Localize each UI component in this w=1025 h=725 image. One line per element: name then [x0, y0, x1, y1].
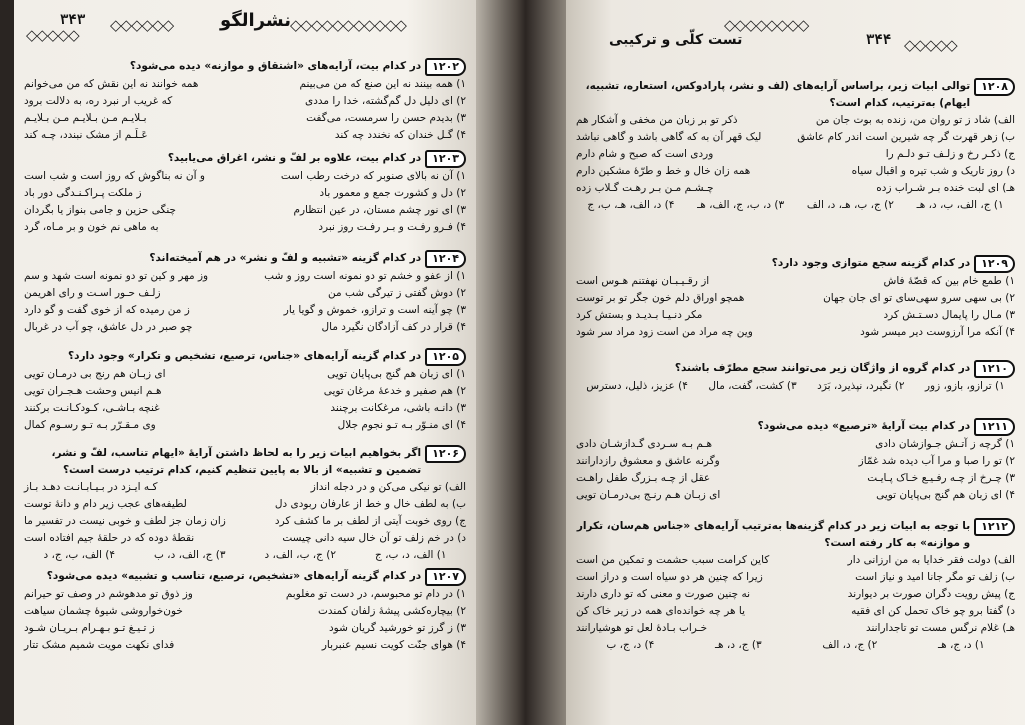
answer-options — [576, 637, 1015, 654]
answer-option[interactable]: ۲) نگیرد، نپذیرد، بَرَد — [817, 380, 905, 392]
verse-first-hemistich: ۴) ای زبان هم گنج بی‌پایان تویی — [876, 489, 1015, 501]
verse-row — [576, 569, 1015, 586]
page-title: تست کلّی و ترکیبی — [609, 32, 743, 48]
answer-option[interactable]: ۳) ج، د، هـ — [714, 639, 762, 651]
verse-row — [576, 129, 1015, 146]
question-text: در کدام گزینه «تشبیه و لفّ و نشر» در هم آمیخته‌اند؟ — [149, 252, 422, 264]
question-text: توالی ابیات زیر، براساس آرایه‌های (لف و نشر، پارادوکس، استعاره، تشبیه، ایهام) به‌ترتیب، کدام است؟ — [585, 80, 971, 109]
answer-option[interactable]: ۱) د، ج، هـ — [938, 639, 985, 651]
answer-option[interactable]: ۴) د، ج، ب — [606, 639, 655, 651]
verse-first-hemistich: ۳) ای نور چشم مستان، در عین انتظارم — [293, 204, 466, 216]
verse-row — [24, 76, 466, 93]
verse-row — [576, 290, 1015, 307]
verse-row — [24, 620, 466, 637]
question-block — [24, 250, 466, 336]
verse-row — [24, 168, 466, 185]
question-number: ۱۲۰۷ — [425, 568, 466, 586]
page-header — [574, 6, 1017, 54]
verse-row — [576, 180, 1015, 197]
verse-first-hemistich: ج) روی خوبت آیتی از لطف بر ما کشف کرد — [274, 515, 466, 527]
verse-row — [24, 219, 466, 236]
question-text: در کدام گروه از واژگان زیر می‌توانند سجع مطرّف باشند؟ — [674, 362, 971, 374]
answer-option[interactable]: ۴) عزیز، ذلیل، دسترس — [586, 380, 688, 392]
question-block — [24, 150, 466, 236]
verse-first-hemistich: الف) دولت فقر خدایا به من ارزانی دار — [847, 554, 1015, 566]
verse-second-hemistich: ز تـیـغ تـو بـهـرام بـریـان شـود — [24, 622, 155, 634]
verse-row — [24, 383, 466, 400]
question-header — [24, 445, 466, 479]
verse-row — [576, 112, 1015, 129]
verse-first-hemistich: ۲) بی سهی سرو سهی‌سای تو ای جان جهان — [823, 292, 1015, 304]
verse-second-hemistich: همه زان خال و خط و طرّهٔ مشکین دارم — [576, 165, 751, 177]
header-ornament: ◇◇◇◇◇◇ — [110, 16, 174, 34]
verse-row — [24, 268, 466, 285]
verse-row — [576, 603, 1015, 620]
verse-second-hemistich: وز ذوق تو مدهوشم در وصف تو حیرانم — [24, 588, 193, 600]
verse-row — [24, 586, 466, 603]
verse-first-hemistich: ۴) ای منـوّر بـه تـو نجوم جلال — [337, 419, 466, 431]
verse-row — [576, 146, 1015, 163]
verse-second-hemistich: خـراب بـادهٔ لعل تو هوشیارانند — [576, 622, 708, 634]
verse-row — [576, 307, 1015, 324]
verse-second-hemistich: چـشـم مـن بـر رهـت گـلاب زده — [576, 182, 714, 194]
header-ornament: ◇◇◇◇◇◇◇◇◇◇◇ — [290, 16, 406, 34]
verse-second-hemistich: وی مـقـرّر بـه تـو رسـوم کمال — [24, 419, 156, 431]
verse-first-hemistich: ۳) بدیدم حسن را سرمست، می‌گفت — [306, 112, 466, 124]
question-block — [24, 568, 466, 654]
question-text: اگر بخواهیم ابیات زیر را به لحاظ داشتن آرایهٔ «ایهام تناسب، لفّ و نشر، تضمین و تشبیه» از بالا به پایین تنظیم کنیم، کدام ترتیب درست است؟ — [51, 447, 422, 476]
answer-option[interactable]: ۳) کشت، گفت، مال — [708, 380, 797, 392]
verse-second-hemistich: که غریب ار نبرد ره، به دلالت برود — [24, 95, 173, 107]
verse-row — [576, 273, 1015, 290]
verse-second-hemistich: چنگی حزین و جامی بنواز یا بگردان — [24, 204, 177, 216]
verse-second-hemistich: کـه ایـزد در بـیـابـانـت دهـد بـاز — [24, 481, 158, 493]
answer-options — [24, 547, 466, 564]
verse-first-hemistich: هـ) ای لبت خنده بـر شـراب زده — [876, 182, 1015, 194]
verse-second-hemistich: وردی است که صبح و شام دارم — [576, 148, 714, 160]
verse-row — [24, 302, 466, 319]
question-text: در کدام گزینه آرایه‌های «جناس، ترصیع، تشخیص و تکرار» وجود دارد؟ — [68, 350, 422, 362]
answer-option[interactable]: ۲) ج، د، الف — [822, 639, 878, 651]
verse-second-hemistich: نقطهٔ دوده که در حلقهٔ جیم افتاده است — [24, 532, 195, 544]
verse-second-hemistich: عقل از چـه بـزرگ طفل راهـت — [576, 472, 711, 484]
question-number: ۱۲۰۴ — [425, 250, 466, 268]
answer-options — [576, 197, 1015, 214]
verse-row — [576, 552, 1015, 569]
page-header — [22, 6, 468, 42]
verse-row — [24, 127, 466, 144]
verse-second-hemistich: همه خوانند نه این نقش که من می‌خوانم — [24, 78, 199, 90]
verse-row — [576, 487, 1015, 504]
verse-first-hemistich: ب) زهر قهرت گر چه شیرین است اندر کام عاشق — [797, 131, 1015, 143]
verse-first-hemistich: هـ) غلام نرگس مست تو تاجدارانند — [865, 622, 1015, 634]
answer-option[interactable]: ۳) ج، الف، د، ب — [153, 549, 226, 561]
verse-row — [24, 366, 466, 383]
answer-option[interactable]: ۱) ترازو، بازو، زور — [924, 380, 1005, 392]
verse-row — [24, 202, 466, 219]
verse-row — [24, 603, 466, 620]
question-number: ۱۲۱۱ — [974, 418, 1015, 436]
verse-first-hemistich: ۳) مـال را پایمال دسـتـش کرد — [883, 309, 1015, 321]
verse-first-hemistich: ۱) آن نه بالای صنوبر که درخت رطب است — [280, 170, 466, 182]
verse-second-hemistich: هـم بـه سـردی گـدازشـان دادی — [576, 438, 712, 450]
verse-first-hemistich: د) گفتا برو چو خاک تحمل کن ای فقیه — [851, 605, 1015, 617]
question-number: ۱۲۰۳ — [425, 150, 466, 168]
question-block — [576, 518, 1015, 654]
question-text: در کدام بیت، آرایه‌های «اشتقاق و موازنه» دیده می‌شود؟ — [129, 60, 422, 72]
verse-second-hemistich: ز من رمیده که از خوی گفت و گو دارد — [24, 304, 190, 316]
verse-second-hemistich: لطیفه‌های عجب زیر دام و دانهٔ توست — [24, 498, 187, 510]
verse-first-hemistich: ۴) فـرو رفـت و بـر رفـت روز نبرد — [318, 221, 466, 233]
verse-second-hemistich: ذکر تو بر زبان من مخفی و آشکار هم — [576, 114, 738, 126]
verse-first-hemistich: ۱) در دام تو محبوسم، در دست تو مغلوبم — [285, 588, 466, 600]
question-number: ۱۲۰۹ — [974, 255, 1015, 273]
question-header — [24, 250, 466, 268]
verse-first-hemistich: ۲) ای دلیل دل گم‌گشته، خدا را مددی — [304, 95, 466, 107]
verse-first-hemistich: ب) زلف تو مگر جانا امید و نیاز است — [855, 571, 1015, 583]
question-header — [576, 360, 1015, 378]
verse-row — [576, 620, 1015, 637]
verse-first-hemistich: ج) پیش رویت دگران صورت بر دیوارند — [847, 588, 1015, 600]
answer-option[interactable]: ۳) د، ب، ج، الف، هـ — [697, 199, 785, 211]
left-page — [14, 0, 476, 725]
question-block — [24, 58, 466, 144]
verse-row — [24, 185, 466, 202]
question-number: ۱۲۰۸ — [974, 78, 1015, 96]
page-number: ۳۴۳ — [60, 12, 86, 28]
verse-first-hemistich: ۳) دانـه باشی، مرغکانت برچنند — [330, 402, 466, 414]
verse-second-hemistich: عَـلَـم از مشک نبندد، چـه کند — [24, 129, 148, 141]
verse-row — [24, 319, 466, 336]
header-ornament: ◇◇◇◇◇◇◇◇ — [724, 16, 809, 34]
verse-first-hemistich: ۴) آنکه مرا آرزوست دیر میسر شود — [860, 326, 1015, 338]
verse-second-hemistich: چو صبر در دل عاشق، چو آب در غربال — [24, 321, 193, 333]
verse-second-hemistich: غنچه بـاشـی، کـودکـانـت برکنند — [24, 402, 160, 414]
verse-second-hemistich: کاین کرامت سبب حشمت و تمکین من است — [576, 554, 770, 566]
verse-first-hemistich: ۲) هم صفیر و خدعهٔ مرغان تویی — [323, 385, 466, 397]
header-ornament: ◇◇◇◇◇ — [26, 26, 79, 44]
verse-second-hemistich: فدای نکهت مویت شمیم مشک تتار — [24, 639, 175, 651]
verse-first-hemistich: ۱) همه بینند نه این صنع که من می‌بینم — [299, 78, 466, 90]
verse-second-hemistich: نه چنین صورت و معنی که تو داری دارند — [576, 588, 751, 600]
verse-first-hemistich: ۲) دوش گفتی ز تیرگی شب من — [328, 287, 466, 299]
question-block — [24, 348, 466, 434]
verse-second-hemistich: یا هر چه خوانده‌ای همه در زیر خاک کن — [576, 605, 746, 617]
verse-row — [24, 513, 466, 530]
verse-second-hemistich: زیرا که چنین هر دو سیاه است و دراز است — [576, 571, 763, 583]
question-header — [24, 58, 466, 76]
verse-second-hemistich: لیک قهر آن به که گاهی باشد و گاهی نباشد — [576, 131, 762, 143]
book-gutter — [476, 0, 566, 725]
verse-row — [24, 496, 466, 513]
right-page — [566, 0, 1025, 725]
question-number: ۱۲۰۵ — [425, 348, 466, 366]
question-header — [24, 348, 466, 366]
verse-first-hemistich: ۲) تو را صبا و مرا آب دیده شد غمّاز — [858, 455, 1015, 467]
verse-first-hemistich: ۱) طمع خام بین که قصّهٔ فاش — [883, 275, 1015, 287]
verse-row — [576, 453, 1015, 470]
verse-second-hemistich: و آن نه بناگوش که روز است و شب است — [24, 170, 205, 182]
question-block — [24, 445, 466, 564]
verse-row — [24, 400, 466, 417]
question-number: ۱۲۱۲ — [974, 518, 1015, 536]
page-number: ۳۴۴ — [866, 32, 892, 48]
verse-second-hemistich: همچو اوراق دلم خون جگر تو بر توست — [576, 292, 745, 304]
question-header — [24, 568, 466, 586]
verse-row — [576, 586, 1015, 603]
question-block — [576, 360, 1015, 395]
question-block — [576, 418, 1015, 504]
verse-first-hemistich: ۲) دل و کشورت جمع و معمور باد — [319, 187, 466, 199]
verse-first-hemistich: د) در خم زلف تو آن خال سیه دانی چیست — [282, 532, 466, 544]
verse-first-hemistich: ۳) چـرخ از چـه رفـیـع خـاک پـایـت — [867, 472, 1015, 484]
verse-first-hemistich: ۴) هوای جنّت کویت نسیم عنبربار — [321, 639, 466, 651]
verse-second-hemistich: زلـف حـور اسـت و رای اهریمن — [24, 287, 161, 299]
verse-first-hemistich: ۳) چو آینه است و ترازو، خموش و گویا یار — [283, 304, 466, 316]
question-number: ۱۲۰۲ — [425, 58, 466, 76]
answer-options — [576, 378, 1015, 395]
question-block — [576, 255, 1015, 341]
verse-second-hemistich: ای زبـان هـم رنـج بی‌درمـان تویی — [576, 489, 721, 501]
verse-first-hemistich: ج) ذکـر رخ و زلـف تـو دلـم را — [885, 148, 1015, 160]
question-text: در کدام گزینه سجع متوازی وجود دارد؟ — [771, 257, 971, 269]
question-header — [576, 518, 1015, 552]
answer-option[interactable]: ۲) ج، ب، هـ، د، الف — [806, 199, 894, 211]
answer-option[interactable]: ۴) د، الف، هـ، ب، ج — [587, 199, 675, 211]
verse-second-hemistich: خون‌خواروشی شیوهٔ چشمان سیاهت — [24, 605, 183, 617]
question-text: در کدام بیت، علاوه بر لفّ و نشر، اغراق می‌یابید؟ — [167, 152, 422, 164]
verse-row — [24, 637, 466, 654]
verse-second-hemistich: از رقـیـبـان نهفتنم هـوس است — [576, 275, 710, 287]
question-text: در کدام بیت آرایهٔ «ترصیع» دیده می‌شود؟ — [757, 420, 971, 432]
verse-row — [576, 470, 1015, 487]
verse-first-hemistich: ۲) بیچاره‌کشی پیشهٔ زلفان کمندت — [317, 605, 466, 617]
verse-row — [576, 163, 1015, 180]
verse-second-hemistich: وگرنه عاشق و معشوق رازدارانند — [576, 455, 720, 467]
verse-second-hemistich: هـم انیس وحشت هـجـران تویی — [24, 385, 162, 397]
verse-second-hemistich: به ماهی نم خون و بر مـاه، گرد — [24, 221, 159, 233]
question-header — [576, 78, 1015, 112]
verse-second-hemistich: زان زمان جز لطف و خوبی نیست در تفسیر ما — [24, 515, 226, 527]
header-ornament: ◇◇◇◇◇ — [904, 36, 957, 54]
verse-row — [576, 324, 1015, 341]
question-number: ۱۲۰۶ — [425, 445, 466, 463]
verse-second-hemistich: بـلایـم مـن بـلایـم مـن بـلایـم — [24, 112, 147, 124]
question-header — [576, 255, 1015, 273]
verse-first-hemistich: ب) به لطف خال و خط از عارفان ربودی دل — [274, 498, 466, 510]
answer-option[interactable]: ۱) ج، الف، ب، د، هـ — [916, 199, 1004, 211]
verse-row — [576, 436, 1015, 453]
verse-first-hemistich: الف) تو نیکی می‌کن و در دجله انداز — [310, 481, 466, 493]
verse-first-hemistich: ۱) ای زبان هم گنج بی‌پایان تویی — [327, 368, 466, 380]
verse-first-hemistich: د) روز تاریک و شب تیره و اقبال سیاه — [851, 165, 1015, 177]
question-header — [24, 150, 466, 168]
verse-second-hemistich: مکر دنـیـا بـدیـد و بستش کرد — [576, 309, 703, 321]
verse-second-hemistich: وز مهر و کین تو دو نمونه است شهد و سم — [24, 270, 209, 282]
verse-second-hemistich: وین چه مراد من است زود مراد سر شود — [576, 326, 753, 338]
verse-row — [24, 93, 466, 110]
verse-first-hemistich: ۱) گرچه ز آتـش جـوازشان دادی — [875, 438, 1015, 450]
verse-first-hemistich: ۴) قرار در کف آزادگان نگیرد مال — [321, 321, 466, 333]
answer-option[interactable]: ۲) ج، ب، الف، د — [264, 549, 337, 561]
page-title: نشرالگو — [220, 10, 291, 31]
verse-row — [24, 530, 466, 547]
verse-second-hemistich: ای زبـان هم رنج بی درمـان تویی — [24, 368, 166, 380]
verse-first-hemistich: الف) شاد ز تو روان من، زنده به بوت جان من — [815, 114, 1015, 126]
verse-first-hemistich: ۴) گـل خندان که نخندد چه کند — [334, 129, 466, 141]
verse-second-hemistich: ز ملکت پـراکـنـدگی دور باد — [24, 187, 142, 199]
verse-row — [24, 110, 466, 127]
verse-row — [24, 285, 466, 302]
question-text: در کدام گزینه آرایه‌های «تشخیص، ترصیع، تناسب و تشبیه» دیده می‌شود؟ — [46, 570, 422, 582]
question-header — [576, 418, 1015, 436]
question-block — [576, 78, 1015, 214]
verse-row — [24, 417, 466, 434]
verse-row — [24, 479, 466, 496]
verse-first-hemistich: ۱) از عفو و خشم تو دو نمونه است روز و شب — [264, 270, 466, 282]
answer-option[interactable]: ۱) الف، د، ب، ج — [374, 549, 447, 561]
verse-first-hemistich: ۳) ز گرز تو خورشید گریان شود — [328, 622, 466, 634]
question-number: ۱۲۱۰ — [974, 360, 1015, 378]
question-text: با توجه به ابیات زیر در کدام گزینه‌ها به‌ترتیب آرایه‌های «جناس هم‌سان، تکرار و موازنه» به کار رفته است؟ — [576, 520, 971, 549]
answer-option[interactable]: ۴) الف، ب، ج، د — [43, 549, 116, 561]
